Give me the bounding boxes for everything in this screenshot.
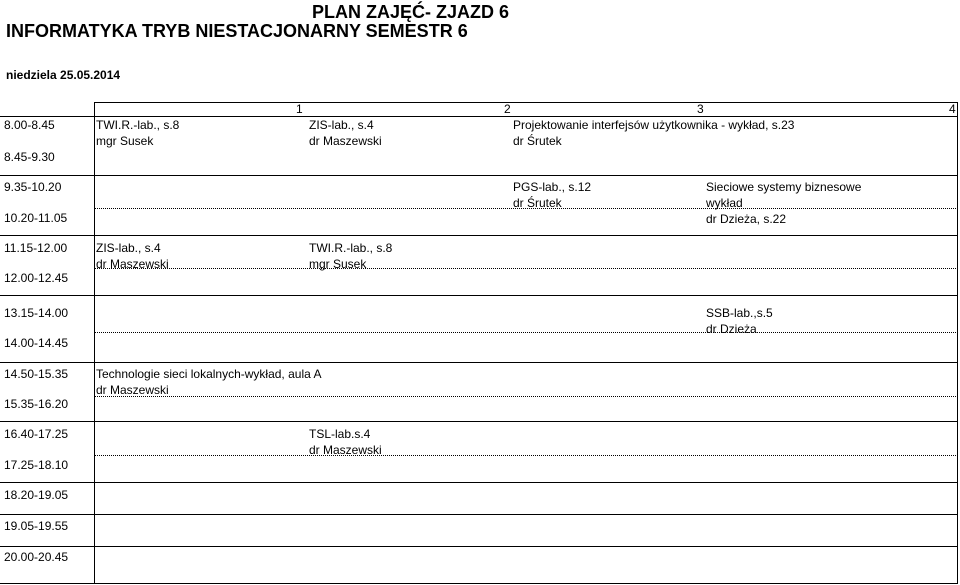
grid-row-line bbox=[0, 421, 958, 422]
class-title: TWI.R.-lab., s.8 bbox=[96, 118, 180, 132]
time-slot: 12.00-12.45 bbox=[4, 271, 69, 285]
class-instructor: dr Maszewski bbox=[96, 257, 169, 271]
grid-row-line bbox=[0, 175, 958, 176]
class-title: Sieciowe systemy biznesowe bbox=[706, 180, 862, 194]
time-slot: 8.00-8.45 bbox=[4, 118, 55, 132]
class-entry[interactable] bbox=[309, 240, 392, 272]
class-type: wykład bbox=[706, 196, 743, 210]
class-title: Projektowanie interfejsów użytkownika - wykład, s.23 bbox=[513, 118, 795, 132]
class-instructor: dr Maszewski bbox=[96, 383, 169, 397]
time-slot: 8.45-9.30 bbox=[4, 150, 55, 164]
grid-row-line bbox=[0, 514, 958, 515]
grid-dotted-line bbox=[94, 332, 958, 333]
class-instructor: dr Dzieża bbox=[706, 322, 757, 336]
class-entry[interactable] bbox=[706, 305, 773, 337]
class-entry[interactable] bbox=[309, 117, 382, 149]
column-header: 4 bbox=[949, 102, 956, 116]
grid-row-line bbox=[0, 362, 958, 363]
class-entry[interactable] bbox=[513, 179, 591, 211]
page-title: PLAN ZAJĘĆ- ZJAZD 6 bbox=[312, 2, 510, 22]
class-title: TSL-lab.s.4 bbox=[309, 427, 371, 441]
class-instructor: dr Maszewski bbox=[309, 134, 382, 148]
grid-top-line bbox=[94, 102, 958, 103]
class-instructor: mgr Susek bbox=[96, 134, 154, 148]
grid-row-line bbox=[0, 546, 958, 547]
time-slot: 14.00-14.45 bbox=[4, 336, 69, 350]
class-title: ZIS-lab., s.4 bbox=[309, 118, 374, 132]
time-slot: 16.40-17.25 bbox=[4, 427, 69, 441]
time-slot: 9.35-10.20 bbox=[4, 180, 62, 194]
class-title: ZIS-lab., s.4 bbox=[96, 241, 161, 255]
schedule-date: niedziela 25.05.2014 bbox=[6, 68, 121, 82]
grid-dotted-line bbox=[94, 268, 958, 269]
time-slot: 11.15-12.00 bbox=[4, 241, 68, 255]
class-entry[interactable] bbox=[96, 240, 169, 272]
time-slot: 19.05-19.55 bbox=[4, 519, 69, 533]
grid-dotted-line bbox=[94, 455, 958, 456]
class-entry[interactable] bbox=[96, 366, 321, 398]
class-entry[interactable] bbox=[96, 117, 179, 149]
class-instructor: dr Dzieża, s.22 bbox=[706, 212, 787, 226]
class-instructor: dr Śrutek bbox=[513, 134, 562, 148]
page-subtitle: INFORMATYKA TRYB NIESTACJONARNY SEMESTR 6 bbox=[6, 21, 468, 41]
time-slot: 20.00-20.45 bbox=[4, 550, 69, 564]
class-title: TWI.R.-lab., s.8 bbox=[309, 241, 393, 255]
class-title: SSB-lab.,s.5 bbox=[706, 306, 773, 320]
time-slot: 10.20-11.05 bbox=[4, 211, 68, 225]
class-entry[interactable] bbox=[706, 179, 861, 227]
grid-row-line bbox=[0, 482, 958, 483]
time-slot: 18.20-19.05 bbox=[4, 488, 69, 502]
time-slot: 13.15-14.00 bbox=[4, 306, 69, 320]
class-instructor: dr Śrutek bbox=[513, 196, 562, 210]
class-entry[interactable] bbox=[513, 117, 794, 149]
column-header: 3 bbox=[697, 102, 704, 116]
grid-row-line bbox=[0, 295, 958, 296]
grid-bottom-line bbox=[0, 583, 958, 584]
column-header: 2 bbox=[504, 102, 511, 116]
time-slot: 14.50-15.35 bbox=[4, 367, 69, 381]
class-title: Technologie sieci lokalnych-wykład, aula A bbox=[96, 367, 322, 381]
time-slot: 15.35-16.20 bbox=[4, 397, 69, 411]
class-title: PGS-lab., s.12 bbox=[513, 180, 592, 194]
class-instructor: dr Maszewski bbox=[309, 443, 382, 457]
time-slot: 17.25-18.10 bbox=[4, 458, 69, 472]
class-instructor: mgr Susek bbox=[309, 257, 367, 271]
grid-row-line bbox=[0, 235, 958, 236]
column-header: 1 bbox=[296, 102, 303, 116]
class-entry[interactable] bbox=[309, 426, 382, 458]
